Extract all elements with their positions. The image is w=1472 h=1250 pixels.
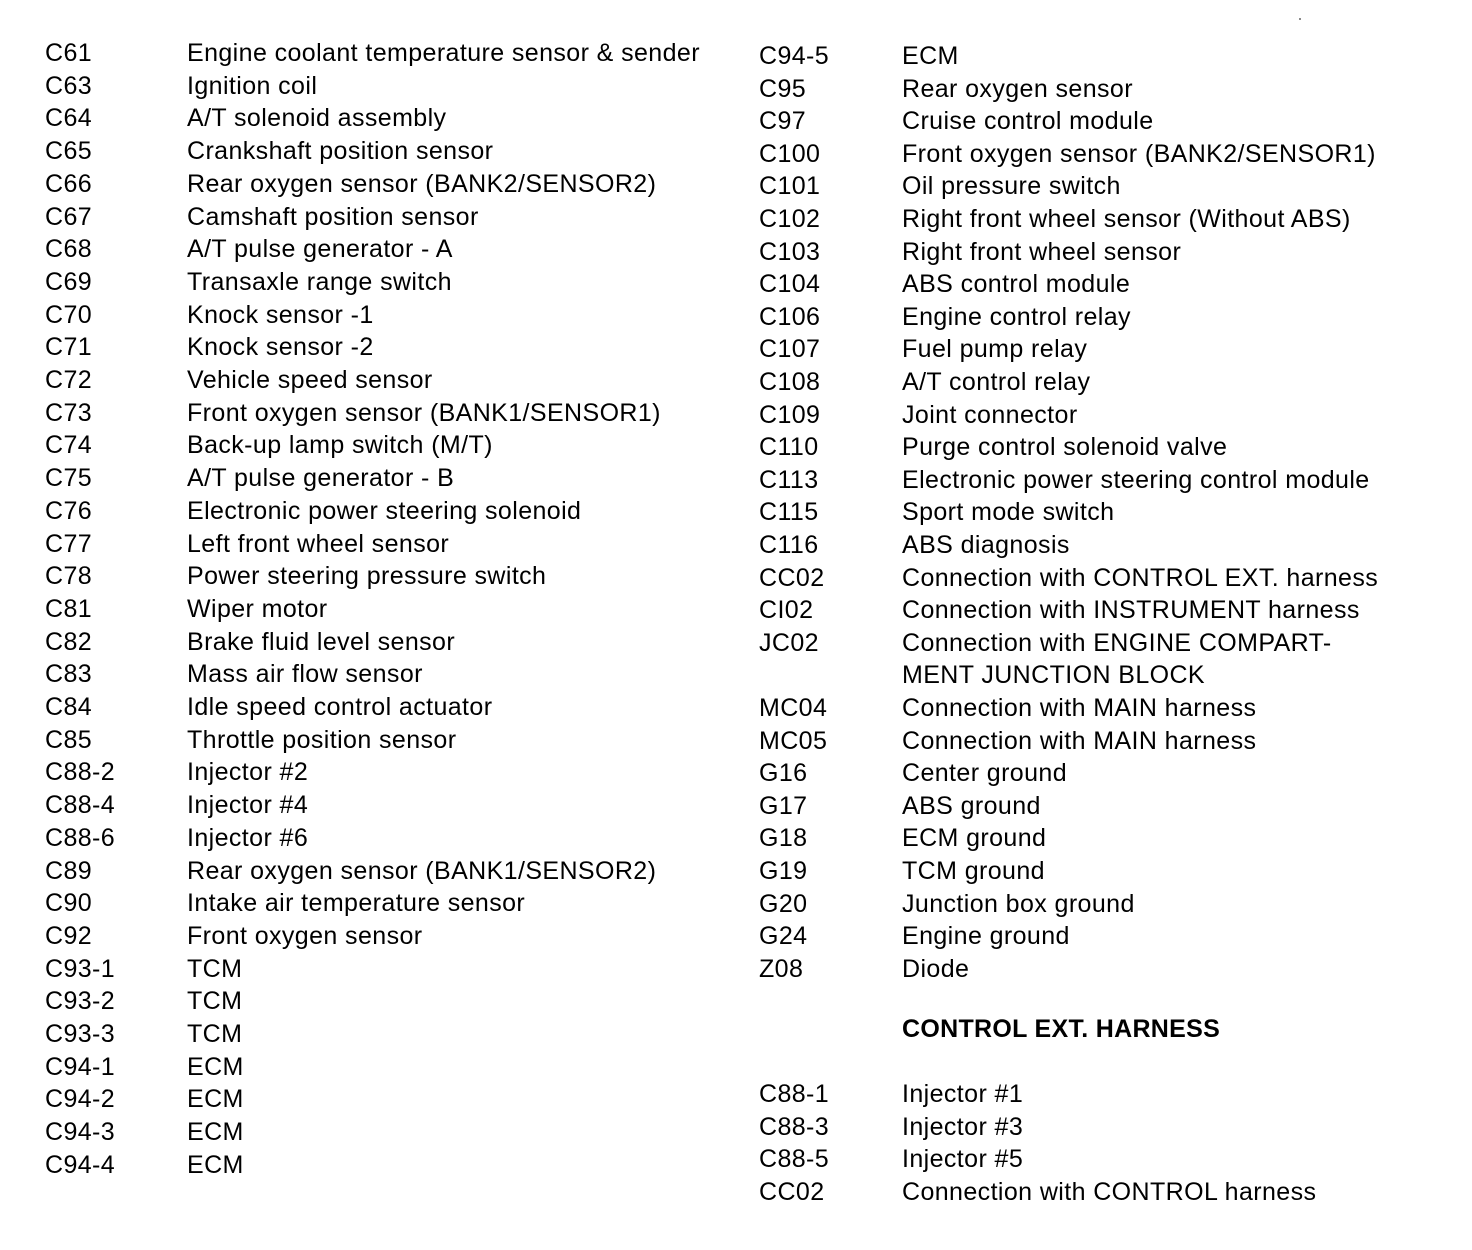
- connector-code: C63: [45, 71, 93, 100]
- connector-description: Power steering pressure switch: [187, 562, 547, 591]
- connector-code: C116: [759, 531, 819, 559]
- connector-description: TCM: [187, 1020, 243, 1048]
- connector-description: Camshaft position sensor: [187, 202, 479, 231]
- connector-description: Injector #5: [902, 1145, 1024, 1174]
- connector-code: C109: [759, 400, 821, 429]
- connector-code: C83: [45, 660, 93, 689]
- connector-description: Connection with MAIN harness: [902, 726, 1257, 755]
- connector-description: Engine ground: [902, 922, 1070, 951]
- connector-description: Intake air temperature sensor: [187, 889, 526, 918]
- connector-code: C95: [759, 74, 807, 103]
- connector-description: Junction box ground: [902, 889, 1135, 918]
- connector-description: Idle speed control actuator: [187, 693, 493, 721]
- connector-description: Center ground: [902, 759, 1068, 788]
- connector-description: Injector #1: [902, 1080, 1024, 1108]
- connector-code: C93-3: [45, 1020, 116, 1048]
- connector-code: C102: [759, 205, 821, 233]
- connector-code: C90: [45, 889, 93, 918]
- connector-code: C88-5: [759, 1145, 830, 1174]
- connector-description: TCM ground: [902, 857, 1045, 885]
- connector-description: Vehicle speed sensor: [187, 366, 433, 394]
- connector-code: Z08: [759, 954, 804, 983]
- connector-code: MC05: [759, 726, 828, 755]
- connector-code: C88-4: [45, 791, 116, 820]
- connector-description: A/T solenoid assembly: [187, 104, 447, 133]
- connector-description: Injector #6: [187, 823, 309, 852]
- connector-description: ECM: [187, 1150, 244, 1179]
- connector-description: Transaxle range switch: [187, 267, 452, 296]
- connector-code: G16: [759, 759, 808, 788]
- connector-code: C100: [759, 139, 821, 168]
- connector-description: Electronic power steering control module: [902, 465, 1370, 494]
- connector-description: ECM ground: [902, 824, 1047, 853]
- control-ext-harness-heading: CONTROL EXT. HARNESS: [902, 1015, 1221, 1043]
- connector-code: C72: [45, 366, 93, 394]
- connector-code: G20: [759, 889, 808, 918]
- connector-code: G24: [759, 922, 808, 951]
- connector-description: Throttle position sensor: [187, 725, 457, 754]
- connector-code: C113: [759, 465, 819, 494]
- connector-code: G18: [759, 824, 808, 853]
- connector-code: C78: [45, 562, 93, 591]
- connector-description: Right front wheel sensor: [902, 237, 1182, 266]
- connector-code: C88-1: [759, 1080, 830, 1108]
- connector-description: Cruise control module: [902, 107, 1154, 136]
- connector-code: C94-5: [759, 42, 830, 70]
- connector-description: Rear oxygen sensor: [902, 74, 1133, 103]
- connector-code: C115: [759, 498, 819, 527]
- connector-description: Fuel pump relay: [902, 335, 1088, 364]
- connector-code: CC02: [759, 1177, 825, 1206]
- connector-code: C74: [45, 431, 93, 460]
- connector-description: Electronic power steering solenoid: [187, 496, 582, 525]
- connector-description: Connection with MAIN harness: [902, 694, 1257, 722]
- connector-code: C108: [759, 368, 821, 396]
- connector-description: Brake fluid level sensor: [187, 627, 456, 656]
- connector-description: Rear oxygen sensor (BANK1/SENSOR2): [187, 856, 657, 885]
- connector-description: TCM: [187, 954, 243, 983]
- connector-code: C67: [45, 202, 93, 231]
- connector-description: Engine control relay: [902, 302, 1131, 331]
- connector-code: C94-4: [45, 1150, 116, 1179]
- connector-code: C71: [45, 333, 93, 362]
- connector-description: ECM: [187, 1052, 244, 1081]
- connector-code: JC02: [759, 628, 819, 657]
- connector-description: ECM: [902, 42, 959, 70]
- connector-description: ABS control module: [902, 270, 1131, 299]
- connector-code: C94-1: [45, 1052, 116, 1081]
- connector-code: C110: [759, 433, 819, 462]
- connector-description: Engine coolant temperature sensor & sender: [187, 39, 700, 67]
- connector-description: ABS ground: [902, 791, 1041, 820]
- connector-description: TCM: [187, 987, 243, 1016]
- connector-code: C77: [45, 529, 93, 558]
- connector-description: ABS diagnosis: [902, 531, 1070, 559]
- connector-description: Rear oxygen sensor (BANK2/SENSOR2): [187, 169, 657, 198]
- connector-code: C81: [45, 594, 93, 623]
- connector-description: Connection with CONTROL harness: [902, 1177, 1317, 1206]
- connector-description: Injector #2: [187, 758, 309, 787]
- connector-description: Connection with INSTRUMENT harness: [902, 596, 1360, 625]
- connector-description: Front oxygen sensor (BANK1/SENSOR1): [187, 398, 661, 427]
- connector-description: ECM: [187, 1118, 244, 1147]
- connector-code: C68: [45, 235, 93, 264]
- connector-description: Front oxygen sensor (BANK2/SENSOR1): [902, 139, 1376, 168]
- connector-code: C106: [759, 302, 821, 331]
- connector-code: C61: [45, 39, 93, 67]
- connector-code: C104: [759, 270, 821, 299]
- connector-code: C64: [45, 104, 93, 133]
- connector-description: Right front wheel sensor (Without ABS): [902, 205, 1351, 233]
- connector-code: C93-2: [45, 987, 116, 1016]
- connector-description: Knock sensor -1: [187, 300, 374, 329]
- connector-description: Oil pressure switch: [902, 172, 1121, 201]
- connector-description: Connection with CONTROL EXT. harness: [902, 563, 1379, 592]
- connector-description: Purge control solenoid valve: [902, 433, 1228, 462]
- connector-description: Knock sensor -2: [187, 333, 374, 362]
- connector-description: Sport mode switch: [902, 498, 1115, 527]
- connector-code: C75: [45, 464, 93, 493]
- connector-code: C70: [45, 300, 93, 329]
- connector-description: ECM: [187, 1085, 244, 1114]
- connector-code: C82: [45, 627, 93, 656]
- connector-code: C85: [45, 725, 93, 754]
- connector-code: CI02: [759, 596, 814, 625]
- connector-code: C84: [45, 693, 93, 721]
- connector-code: C94-2: [45, 1085, 116, 1114]
- connector-description: Injector #3: [902, 1112, 1024, 1141]
- connector-code: C101: [759, 172, 821, 201]
- connector-code: C92: [45, 921, 93, 950]
- connector-code: C107: [759, 335, 821, 364]
- connector-description: Crankshaft position sensor: [187, 137, 494, 166]
- connector-code: C69: [45, 267, 93, 296]
- connector-description: Front oxygen sensor: [187, 921, 423, 950]
- connector-code: C88-3: [759, 1112, 830, 1141]
- connector-code: C65: [45, 137, 93, 166]
- connector-description: Diode: [902, 954, 970, 983]
- corner-dot: [1299, 18, 1301, 20]
- connector-code: C103: [759, 237, 821, 266]
- connector-description: MENT JUNCTION BLOCK: [902, 661, 1205, 690]
- connector-description: Joint connector: [902, 400, 1078, 429]
- connector-code: G17: [759, 791, 808, 820]
- connector-code: C94-3: [45, 1118, 116, 1147]
- connector-description: Left front wheel sensor: [187, 529, 450, 558]
- connector-code: C88-6: [45, 823, 116, 852]
- connector-code: C89: [45, 856, 93, 885]
- connector-code: C76: [45, 496, 93, 525]
- connector-description: Mass air flow sensor: [187, 660, 423, 689]
- connector-description: Connection with ENGINE COMPART-: [902, 628, 1332, 657]
- connector-description: A/T pulse generator - A: [187, 235, 453, 264]
- connector-code: CC02: [759, 563, 825, 592]
- connector-code: MC04: [759, 694, 828, 722]
- connector-code: C93-1: [45, 954, 116, 983]
- connector-code: C66: [45, 169, 93, 198]
- connector-description: A/T pulse generator - B: [187, 464, 455, 493]
- connector-description: Injector #4: [187, 791, 309, 820]
- connector-code: C88-2: [45, 758, 116, 787]
- connector-description: Ignition coil: [187, 71, 318, 100]
- connector-code: G19: [759, 857, 808, 885]
- connector-description: A/T control relay: [902, 368, 1091, 396]
- connector-code: C73: [45, 398, 93, 427]
- connector-description: Wiper motor: [187, 594, 328, 623]
- connector-description: Back-up lamp switch (M/T): [187, 431, 493, 460]
- connector-code: C97: [759, 107, 807, 136]
